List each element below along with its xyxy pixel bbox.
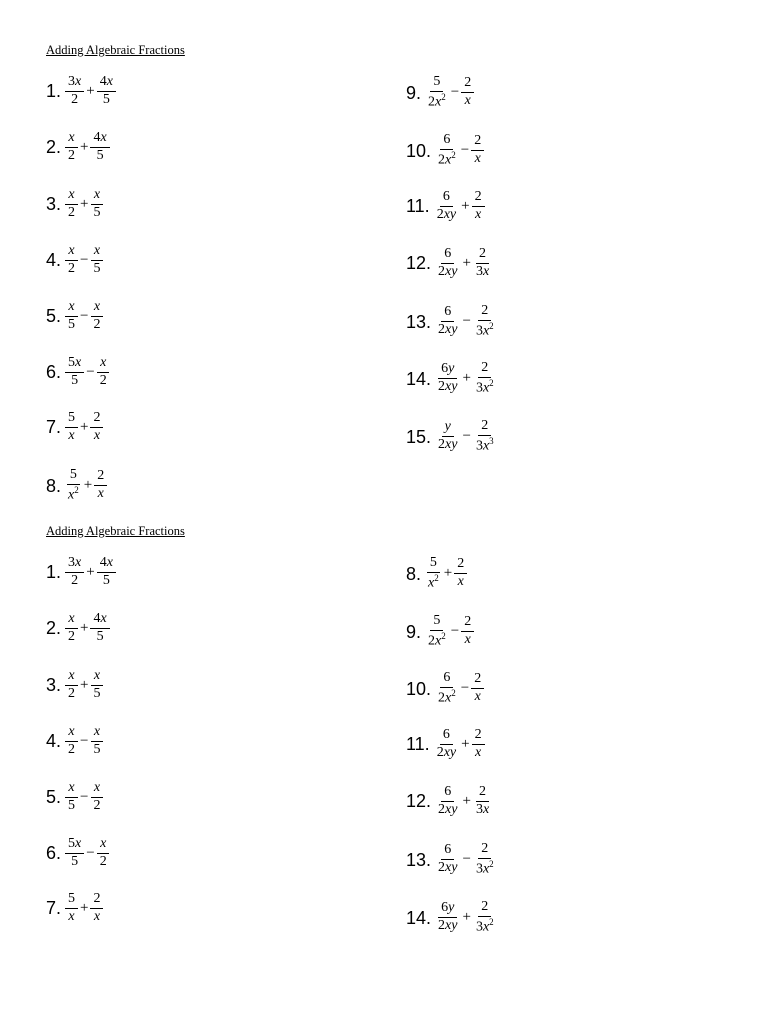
operator: −	[86, 363, 95, 380]
problem-number: 2.	[46, 137, 62, 158]
problem-8	[46, 468, 108, 503]
fraction-right	[473, 247, 492, 279]
problem-number: 12.	[406, 253, 432, 274]
numerator: 2	[471, 134, 484, 151]
worksheet-title: Adding Algebraic Fractions	[46, 43, 185, 57]
problem-number: 8.	[46, 475, 62, 496]
problem-12	[406, 785, 493, 817]
fraction-right	[97, 556, 116, 588]
fraction-right	[90, 300, 103, 332]
denominator: 5	[93, 685, 101, 701]
problem-14	[406, 900, 498, 935]
problem-number: 2.	[46, 618, 62, 639]
denominator: x	[474, 689, 481, 705]
numerator: 6	[441, 785, 454, 802]
fraction-left	[435, 901, 460, 933]
numerator: 5	[67, 468, 80, 485]
fraction-right	[471, 134, 484, 166]
numerator: 2	[476, 785, 489, 802]
problem-number: 13.	[406, 311, 432, 332]
numerator: 6y	[438, 901, 457, 918]
fraction-left	[435, 671, 459, 706]
numerator: 6	[440, 671, 453, 688]
denominator: x	[464, 93, 471, 109]
denominator: $2x^2$	[438, 687, 456, 706]
denominator: 2	[68, 147, 76, 163]
numerator: 2	[90, 892, 103, 909]
problem-15	[406, 419, 498, 454]
denominator: x	[68, 427, 75, 443]
denominator: $2x^2$	[438, 149, 456, 168]
denominator: 2	[68, 260, 76, 276]
problem-number: 11.	[406, 196, 430, 217]
numerator: 4x	[97, 75, 116, 92]
numerator: x	[65, 300, 77, 317]
operator: −	[460, 680, 470, 697]
numerator: 2	[472, 728, 485, 745]
numerator: 5	[430, 614, 443, 631]
denominator: 2	[68, 685, 76, 701]
fraction-left	[65, 468, 82, 503]
numerator: x	[91, 669, 103, 686]
denominator: 5	[68, 316, 76, 332]
denominator: 5	[71, 853, 79, 869]
operator: −	[80, 307, 89, 324]
denominator: x	[93, 908, 101, 924]
fraction-right	[97, 356, 110, 388]
numerator: 6	[440, 728, 453, 745]
fraction-left	[435, 362, 460, 394]
denominator: 2	[68, 741, 76, 757]
numerator: 2	[461, 615, 474, 632]
problem-4	[46, 244, 104, 276]
operator: −	[80, 251, 89, 268]
numerator: x	[65, 244, 77, 261]
operator: +	[80, 138, 89, 155]
denominator: 5	[71, 372, 79, 388]
problem-9	[406, 614, 475, 649]
denominator: x	[474, 151, 481, 167]
denominator: 5	[96, 147, 104, 163]
denominator: 2xy	[438, 322, 458, 338]
fraction-right	[97, 75, 116, 107]
numerator: 2	[478, 900, 491, 917]
problem-5	[46, 300, 104, 332]
denominator: $2x^2$	[428, 91, 446, 110]
fraction-left	[435, 247, 460, 279]
denominator: 2	[71, 91, 79, 107]
fraction-right	[90, 411, 103, 443]
problem-2	[46, 612, 111, 644]
fraction-right	[90, 131, 109, 163]
fraction-left	[65, 300, 78, 332]
problem-number: 4.	[46, 250, 62, 271]
operator: −	[460, 142, 470, 159]
fraction-right	[473, 900, 497, 935]
fraction-left	[435, 305, 460, 337]
problem-number: 12.	[406, 791, 432, 812]
denominator: 2	[68, 204, 76, 220]
problem-number: 7.	[46, 417, 62, 438]
numerator: x	[91, 188, 103, 205]
fraction-right	[472, 728, 485, 760]
denominator: $3x^2$	[475, 916, 494, 935]
problem-6	[46, 837, 111, 869]
denominator: x	[93, 427, 101, 443]
numerator: 2	[471, 672, 484, 689]
denominator: 2xy	[436, 206, 457, 222]
problem-number: 4.	[46, 731, 62, 752]
denominator: 5	[93, 260, 101, 276]
fraction-left	[65, 892, 78, 924]
numerator: 5	[65, 411, 78, 428]
denominator: 2xy	[438, 801, 458, 817]
operator: +	[443, 565, 453, 582]
fraction-left	[65, 669, 78, 701]
worksheet-title: Adding Algebraic Fractions	[46, 524, 185, 538]
problem-number: 9.	[406, 82, 422, 103]
problem-4	[46, 725, 104, 757]
numerator: y	[442, 420, 454, 437]
denominator: 2	[93, 316, 101, 332]
numerator: 2	[478, 842, 491, 859]
numerator: 3x	[65, 556, 84, 573]
operator: +	[80, 418, 89, 435]
operator: +	[461, 735, 470, 752]
fraction-right	[90, 188, 103, 220]
numerator: 5x	[65, 356, 84, 373]
operator: +	[80, 899, 89, 916]
denominator: $x^2$	[68, 484, 79, 503]
problem-number: 1.	[46, 81, 62, 102]
problem-number: 1.	[46, 562, 62, 583]
problem-1	[46, 556, 117, 588]
numerator: 2	[454, 557, 467, 574]
operator: +	[461, 197, 470, 214]
numerator: 6	[440, 190, 453, 207]
fraction-right	[471, 672, 484, 704]
problem-10	[406, 133, 485, 168]
numerator: x	[91, 781, 103, 798]
fraction-right	[473, 842, 497, 877]
denominator: 2xy	[438, 379, 458, 395]
denominator: 2xy	[438, 263, 458, 279]
problem-6	[46, 356, 111, 388]
denominator: 3x	[475, 801, 490, 817]
problem-1	[46, 75, 117, 107]
problem-number: 5.	[46, 306, 62, 327]
problem-3	[46, 188, 104, 220]
numerator: x	[91, 725, 103, 742]
numerator: 2	[476, 247, 489, 264]
operator: −	[462, 313, 471, 330]
problem-number: 9.	[406, 621, 422, 642]
operator: −	[462, 851, 471, 868]
problem-11	[406, 728, 486, 760]
denominator: 5	[93, 741, 101, 757]
fraction-right	[90, 725, 103, 757]
numerator: x	[65, 725, 77, 742]
denominator: 5	[68, 797, 76, 813]
numerator: 2	[461, 76, 474, 93]
fraction-right	[461, 76, 474, 108]
fraction-right	[90, 892, 103, 924]
numerator: 6	[441, 247, 454, 264]
numerator: 4x	[90, 612, 109, 629]
operator: +	[462, 909, 471, 926]
problem-7	[46, 411, 104, 443]
fraction-right	[472, 190, 485, 222]
problem-number: 13.	[406, 849, 432, 870]
denominator: 2	[99, 372, 107, 388]
problem-number: 7.	[46, 898, 62, 919]
denominator: 2	[68, 628, 76, 644]
problem-number: 3.	[46, 675, 62, 696]
fraction-right	[473, 419, 497, 454]
problem-13	[406, 842, 498, 877]
numerator: x	[91, 244, 103, 261]
operator: −	[80, 732, 89, 749]
numerator: 2	[472, 190, 485, 207]
operator: +	[80, 195, 89, 212]
problem-10	[406, 671, 485, 706]
denominator: x	[474, 744, 482, 760]
denominator: x	[97, 486, 104, 502]
fraction-left	[435, 785, 460, 817]
fraction-right	[90, 612, 109, 644]
fraction-right	[473, 304, 497, 339]
problem-number: 8.	[406, 563, 422, 584]
problem-9	[406, 75, 475, 110]
fraction-left	[435, 420, 460, 452]
denominator: x	[457, 574, 464, 590]
fraction-right	[97, 837, 110, 869]
fraction-right	[473, 361, 497, 396]
fraction-right	[90, 244, 103, 276]
numerator: 4x	[97, 556, 116, 573]
operator: −	[80, 788, 89, 805]
problem-number: 3.	[46, 194, 62, 215]
numerator: x	[65, 781, 77, 798]
fraction-left	[65, 356, 84, 388]
problem-number: 10.	[406, 140, 432, 161]
denominator: $x^2$	[428, 572, 439, 591]
fraction-left	[65, 556, 84, 588]
numerator: 2	[478, 361, 491, 378]
fraction-right	[461, 615, 474, 647]
problem-number: 11.	[406, 734, 430, 755]
problem-11	[406, 190, 486, 222]
denominator: 2	[71, 572, 79, 588]
numerator: 6y	[438, 362, 457, 379]
fraction-left	[65, 781, 78, 813]
fraction-right	[94, 469, 107, 501]
problem-12	[406, 247, 493, 279]
denominator: 2xy	[438, 860, 458, 876]
numerator: 4x	[90, 131, 109, 148]
numerator: 5	[427, 556, 440, 573]
problem-number: 5.	[46, 787, 62, 808]
denominator: 5	[102, 91, 110, 107]
problem-number: 10.	[406, 678, 432, 699]
denominator: 2	[99, 853, 107, 869]
numerator: x	[65, 612, 77, 629]
denominator: $3x^2$	[475, 320, 494, 339]
numerator: x	[65, 669, 77, 686]
denominator: 2xy	[436, 744, 457, 760]
problem-5	[46, 781, 104, 813]
denominator: x	[464, 632, 471, 648]
denominator: $3x^2$	[475, 858, 494, 877]
denominator: 3x	[475, 263, 490, 279]
numerator: 6	[441, 305, 454, 322]
numerator: 2	[94, 469, 107, 486]
problem-number: 6.	[46, 843, 62, 864]
operator: +	[462, 370, 471, 387]
problem-3	[46, 669, 104, 701]
problem-number: 14.	[406, 907, 432, 928]
fraction-left	[434, 728, 459, 760]
fraction-left	[425, 614, 449, 649]
operator: −	[450, 84, 460, 101]
operator: −	[450, 623, 460, 640]
numerator: 2	[90, 411, 103, 428]
numerator: 6	[440, 133, 453, 150]
numerator: x	[97, 837, 109, 854]
fraction-right	[454, 557, 467, 589]
denominator: 5	[93, 204, 101, 220]
fraction-left	[65, 131, 78, 163]
operator: +	[86, 82, 95, 99]
numerator: x	[65, 188, 77, 205]
numerator: 6	[441, 843, 454, 860]
fraction-right	[90, 781, 103, 813]
operator: −	[86, 844, 95, 861]
fraction-left	[435, 133, 459, 168]
numerator: 5	[430, 75, 443, 92]
fraction-left	[65, 411, 78, 443]
denominator: $3x^3$	[475, 435, 494, 454]
fraction-left	[65, 75, 84, 107]
numerator: 3x	[65, 75, 84, 92]
fraction-left	[435, 843, 460, 875]
numerator: x	[91, 300, 103, 317]
denominator: $3x^2$	[475, 377, 494, 396]
operator: −	[462, 428, 471, 445]
fraction-left	[425, 556, 442, 591]
problem-7	[46, 892, 104, 924]
numerator: 5	[65, 892, 78, 909]
fraction-left	[65, 837, 84, 869]
denominator: 2xy	[438, 437, 458, 453]
numerator: 2	[478, 304, 491, 321]
operator: +	[80, 676, 89, 693]
numerator: x	[97, 356, 109, 373]
fraction-left	[425, 75, 449, 110]
denominator: x	[474, 206, 482, 222]
denominator: $2x^2$	[428, 630, 446, 649]
denominator: 5	[102, 572, 110, 588]
problem-number: 6.	[46, 362, 62, 383]
denominator: x	[68, 908, 75, 924]
problem-14	[406, 361, 498, 396]
denominator: 5	[96, 628, 104, 644]
fraction-left	[65, 612, 78, 644]
fraction-left	[65, 188, 78, 220]
fraction-left	[434, 190, 459, 222]
denominator: 2xy	[438, 918, 458, 934]
denominator: 2	[93, 797, 101, 813]
problem-number: 14.	[406, 368, 432, 389]
numerator: 5x	[65, 837, 84, 854]
fraction-left	[65, 725, 78, 757]
operator: +	[462, 792, 471, 809]
problem-8	[406, 556, 468, 591]
fraction-left	[65, 244, 78, 276]
numerator: 2	[478, 419, 491, 436]
fraction-right	[90, 669, 103, 701]
operator: +	[80, 619, 89, 636]
problem-number: 15.	[406, 426, 432, 447]
fraction-right	[473, 785, 492, 817]
operator: +	[462, 254, 471, 271]
operator: +	[83, 477, 93, 494]
operator: +	[86, 563, 95, 580]
numerator: x	[65, 131, 77, 148]
problem-2	[46, 131, 111, 163]
problem-13	[406, 304, 498, 339]
